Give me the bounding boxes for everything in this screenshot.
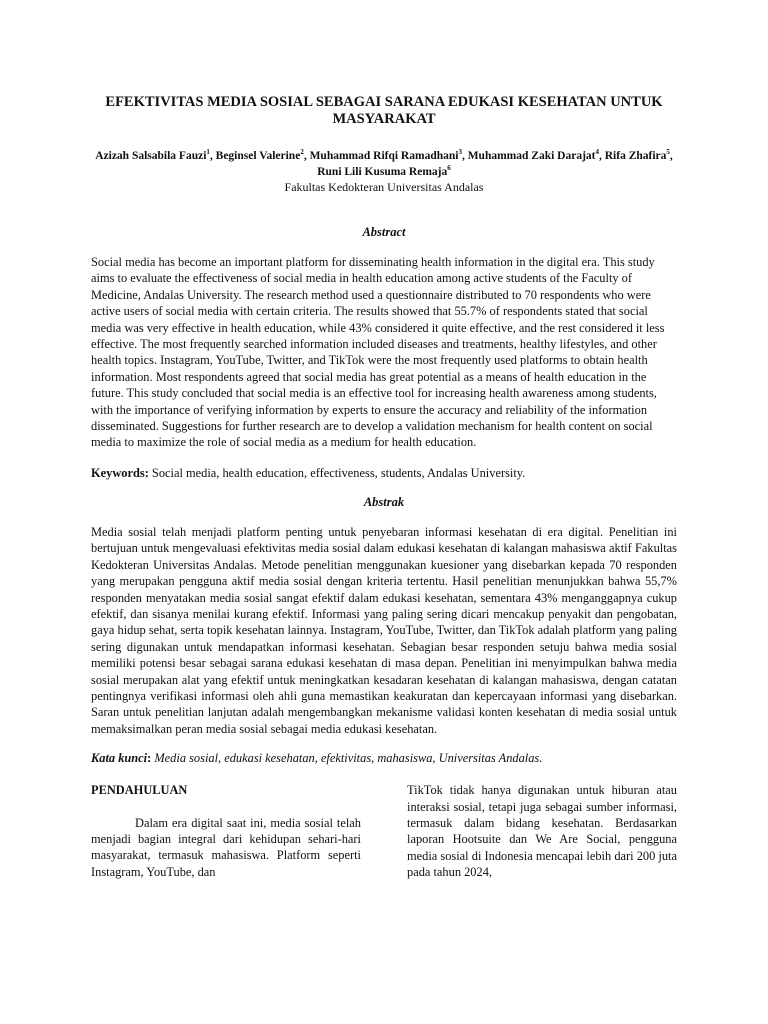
intro-left-column [91, 782, 361, 880]
paper-title: EFEKTIVITAS MEDIA SOSIAL SEBAGAI SARANA EDUKASI KESEHATAN UNTUK MASYARAKAT [105, 94, 663, 127]
author-5: Rifa Zhafira$^5$, [604, 148, 673, 162]
keywords-value: Social media, health education, effectiveness, students, Andalas University. [148, 465, 526, 480]
intro-right-text: TikTok tidak hanya digunakan untuk hiburan atau interaksi sosial, tetapi juga sebagai sumber informasi, termasuk dalam bidang kesehatan. Berdasarkan laporan Hootsuite dan We Are Social, pengguna media sosial di Indonesia mencapai lebih dari 200 juta pada tahun 2024, [407, 783, 677, 880]
intro-columns [91, 782, 677, 880]
kata-kunci-label: Kata kunci [91, 751, 148, 766]
intro-left-text: Dalam era digital saat ini, media sosial telah menjadi bagian integral dari kehidupan sehari-hari masyarakat, termasuk mahasiswa. Platform seperti Instagram, YouTube, dan [91, 815, 361, 879]
author-1: Azizah Salsabila Fauzi$^1$, [95, 148, 216, 162]
kata-kunci-colon: : [147, 751, 152, 766]
abstrak-heading: Abstrak [363, 494, 405, 509]
author-list [91, 148, 677, 180]
keywords-english [91, 465, 677, 481]
keywords-label: Keywords: [91, 465, 149, 480]
kata-kunci-value: Media sosial, edukasi kesehatan, efektivitas, mahasiswa, Universitas Andalas. [151, 751, 543, 766]
author-4: Muhammad Zaki Darajat$^4$, [467, 148, 605, 162]
affiliation: Fakultas Kedokteran Universitas Andalas [284, 180, 484, 194]
author-3: Muhammad Rifqi Ramadhani$^3$, [309, 148, 468, 162]
abstract-heading: Abstract [362, 225, 406, 239]
author-2: Beginsel Valerine$^2$, [215, 148, 310, 162]
intro-heading: PENDAHULUAN [91, 783, 188, 798]
abstract-english-text: Social media has become an important platform for disseminating health information in the digital era. This study aims to evaluate the effectiveness of social media in health education among active students of the Faculty of Medicine, Andalas University. The research method used a questionnaire distributed to 70 respondents who were active users of social media with certain criteria. The results showed that 55.7% of respondents stated that social media was very effective in health education, while 43% considered it quite effective, and the rest considered it less effective. The most frequently searched information included diseases and treatments, healthy lifestyles, and other health topics. Instagram, YouTube, Twitter, and TikTok were the most frequently used platforms to obtain health information. Most respondents agreed that social media has great potential as a means of health education in the future. This study concluded that social media is an effective tool for increasing health awareness among students, with the importance of verifying information by experts to ensure the accuracy and reliability of the information disseminated. Suggestions for further research are to develop a validation mechanism for health content on social media to maximize the role of social media as a medium for health education. [91, 255, 665, 450]
intro-right-column [407, 782, 677, 880]
abstract-indonesian-text: Media sosial telah menjadi platform penting untuk penyebaran informasi kesehatan di era digital. Penelitian ini bertujuan untuk mengevaluasi efektivitas media sosial dalam edukasi kesehatan di kalangan mahasiswa aktif Fakultas Kedokteran Universitas Andalas. Metode penelitian menggunakan kuesioner yang disebarkan kepada 70 responden yang merupakan pengguna aktif media sosial dengan kriteria tertentu. Hasil penelitian menunjukkan bahwa 55,7% responden menyatakan media sosial sangat efektif dalam edukasi kesehatan, sementara 43% menganggapnya cukup efektif, dan sisanya menilai kurang efektif. Informasi yang paling sering dicari mencakup penyakit dan pengobatan, gaya hidup sehat, serta topik kesehatan lainnya. Instagram, YouTube, Twitter, dan TikTok adalah platform yang paling sering digunakan untuk mendapatkan informasi kesehatan. Sebagian besar responden setuju bahwa media sosial memiliki potensi besar sebagai sarana edukasi kesehatan di masa depan. Penelitian ini menyimpulkan bahwa media sosial merupakan alat yang efektif untuk meningkatkan kesadaran kesehatan di kalangan mahasiswa, dengan catatan pentingnya verifikasi informasi oleh ahli guna memastikan keakuratan dan kepercayaan informasi yang disebarkan. Saran untuk penelitian lanjutan adalah mengembangkan mekanisme validasi konten kesehatan di media sosial untuk memaksimalkan peran media sosial sebagai media edukasi kesehatan. [91, 524, 677, 736]
keywords-indonesian [91, 751, 677, 766]
author-6: Runi Lili Kusuma Remaja$^6$ [317, 164, 451, 178]
